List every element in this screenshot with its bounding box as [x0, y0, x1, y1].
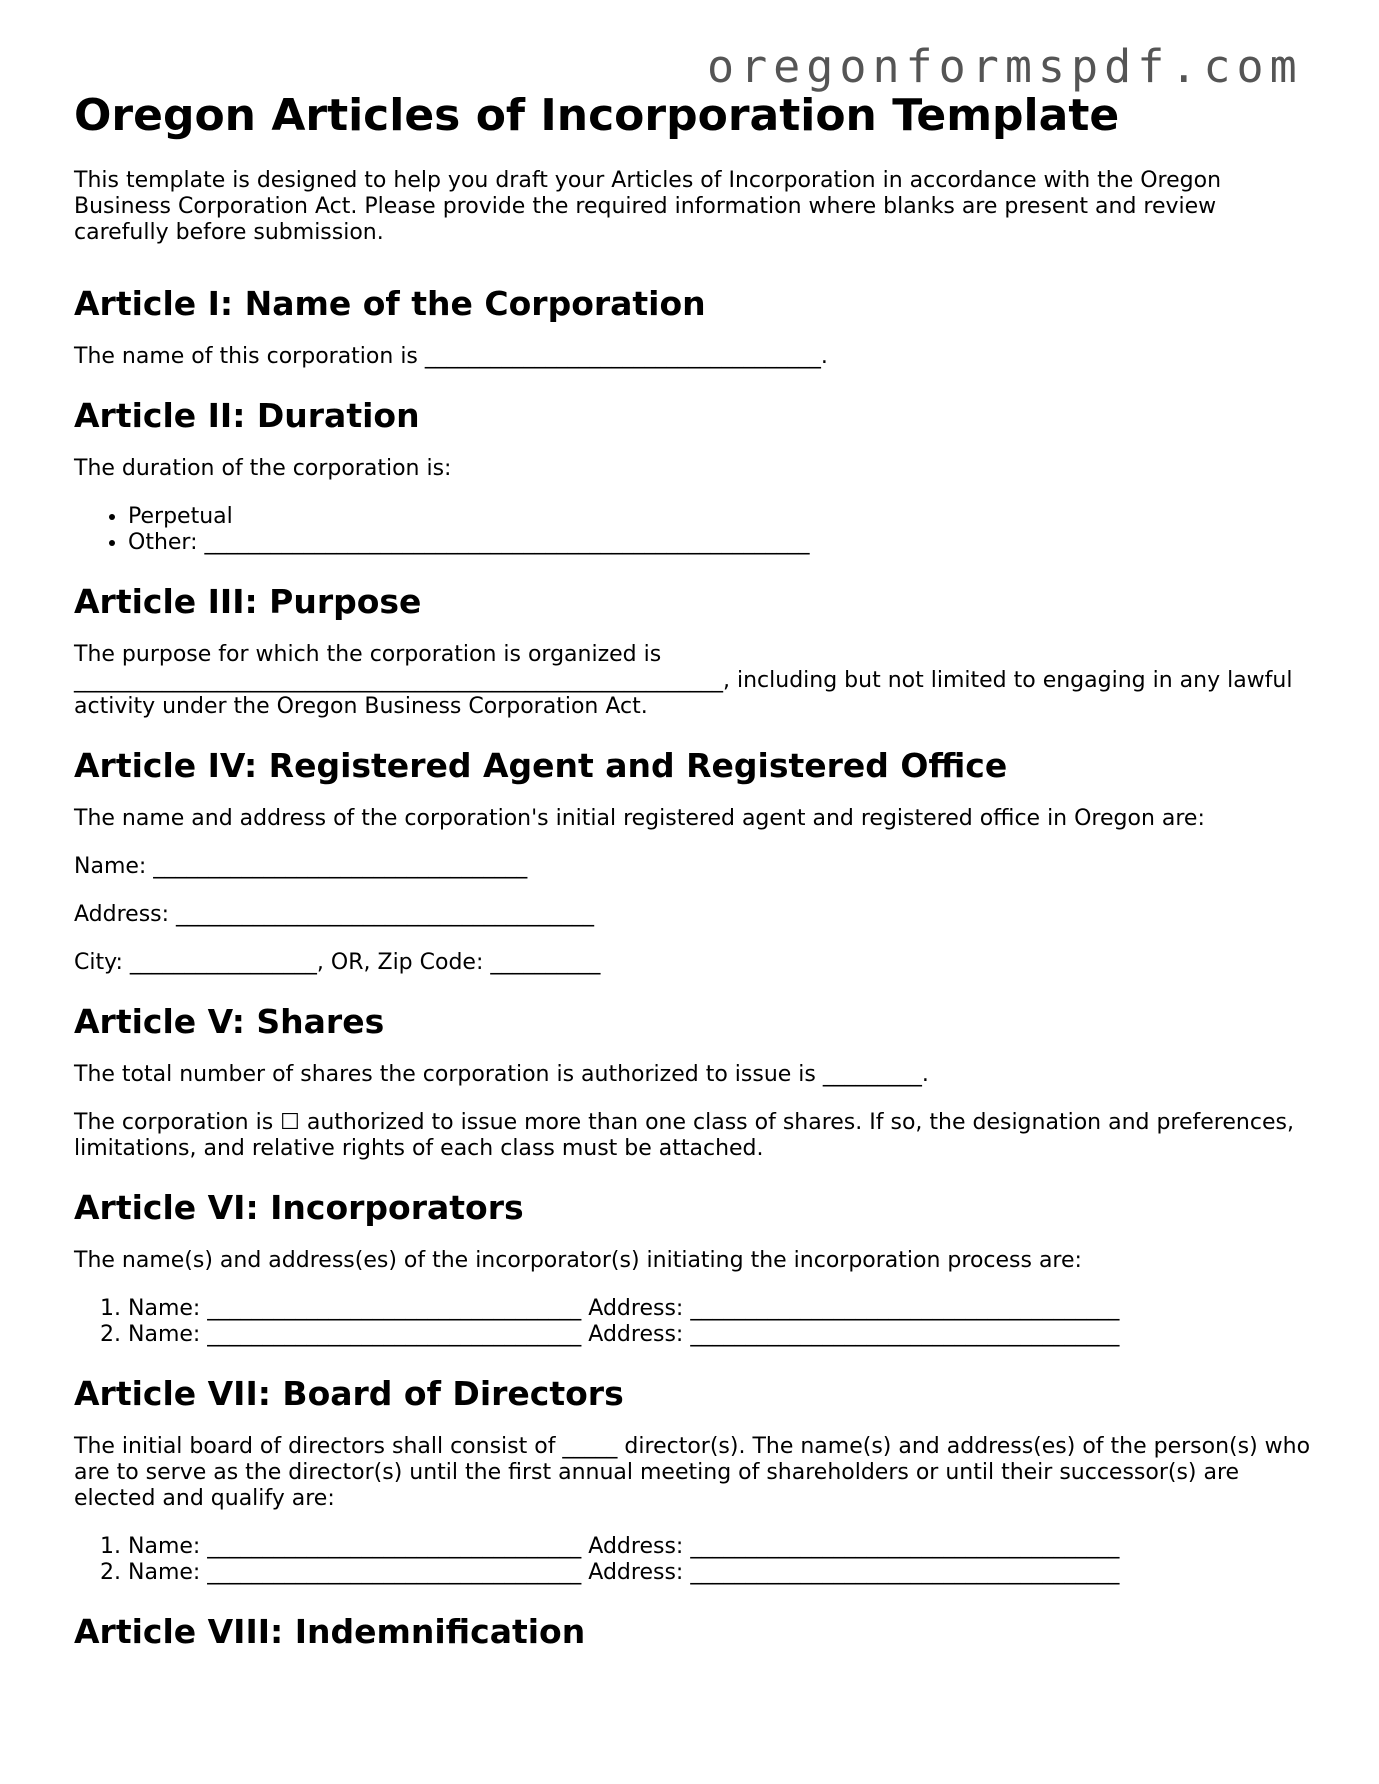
- intro-paragraph: This template is designed to help you draft your Articles of Incorporation in accordance with the Oregon Business Corporation Act. Please provide the required information where blanks are present and review carefully before submission.: [74, 168, 1222, 245]
- director-entry: 2. Name: __________________________________ Address: _______________________________________: [128, 1560, 1314, 1586]
- article-2-section: [74, 394, 1314, 556]
- article-1-section: [74, 282, 1314, 370]
- duration-options: [74, 504, 1314, 556]
- article-6-section: [74, 1186, 1314, 1348]
- incorporator-entry: 2. Name: __________________________________ Address: _______________________________________: [128, 1322, 1314, 1348]
- purpose-text: The purpose for which the corporation is organized is ___________________________________________________________, including but not limited to engaging in any lawful activity under the Oregon Business Corporation Act.: [74, 642, 1293, 719]
- directors-list: [74, 1534, 1314, 1586]
- article-6-heading: Article VI: Incorporators: [74, 1188, 524, 1227]
- article-1-heading: Article I: Name of the Corporation: [74, 284, 706, 323]
- article-7-heading: Article VII: Board of Directors: [74, 1374, 624, 1413]
- duration-option-perpetual: • Perpetual: [128, 504, 1314, 530]
- duration-option-other: • Other: _______________________________________________________: [128, 530, 1314, 556]
- board-text: The initial board of directors shall consist of _____ director(s). The name(s) and address(es) of the person(s) who are to serve as the director(s) until the first annual meeting of shareholders or until their successor(s) are elected and qualify are:: [74, 1434, 1311, 1511]
- shares-class-text: The corporation is ☐ authorized to issue more than one class of shares. If so, the designation and preferences, limitations, and relative rights of each class must be attached.: [74, 1110, 1294, 1161]
- article-8-heading: Article VIII: Indemnification: [74, 1612, 586, 1651]
- watermark: oregonformspdf.com: [707, 40, 1303, 93]
- corporation-name-line: The name of this corporation is ____________________________________.: [74, 344, 828, 369]
- document-page: [74, 88, 1314, 1672]
- agent-city-zip-field: City: _________________, OR, Zip Code: __________: [74, 950, 601, 975]
- agent-address-field: Address: ______________________________________: [74, 902, 595, 927]
- incorporators-list: [74, 1296, 1314, 1348]
- director-entry: 1. Name: __________________________________ Address: _______________________________________: [128, 1534, 1314, 1560]
- agent-name-field: Name: __________________________________: [74, 854, 528, 879]
- duration-text: The duration of the corporation is:: [74, 456, 452, 481]
- registered-agent-text: The name and address of the corporation's initial registered agent and registered office in Oregon are:: [74, 806, 1205, 831]
- article-4-section: [74, 744, 1314, 976]
- shares-total-text: The total number of shares the corporation is authorized to issue is _________.: [74, 1062, 929, 1087]
- article-2-heading: Article II: Duration: [74, 396, 420, 435]
- incorporator-entry: 1. Name: __________________________________ Address: _______________________________________: [128, 1296, 1314, 1322]
- article-3-heading: Article III: Purpose: [74, 582, 422, 621]
- article-3-section: [74, 580, 1314, 720]
- article-7-section: [74, 1372, 1314, 1586]
- article-8-section: [74, 1610, 1314, 1654]
- incorporators-text: The name(s) and address(es) of the incorporator(s) initiating the incorporation process are:: [74, 1248, 1082, 1273]
- article-5-section: [74, 1000, 1314, 1162]
- article-5-heading: Article V: Shares: [74, 1002, 385, 1041]
- page-title: Oregon Articles of Incorporation Template: [74, 90, 1120, 141]
- article-4-heading: Article IV: Registered Agent and Registered Office: [74, 746, 1008, 785]
